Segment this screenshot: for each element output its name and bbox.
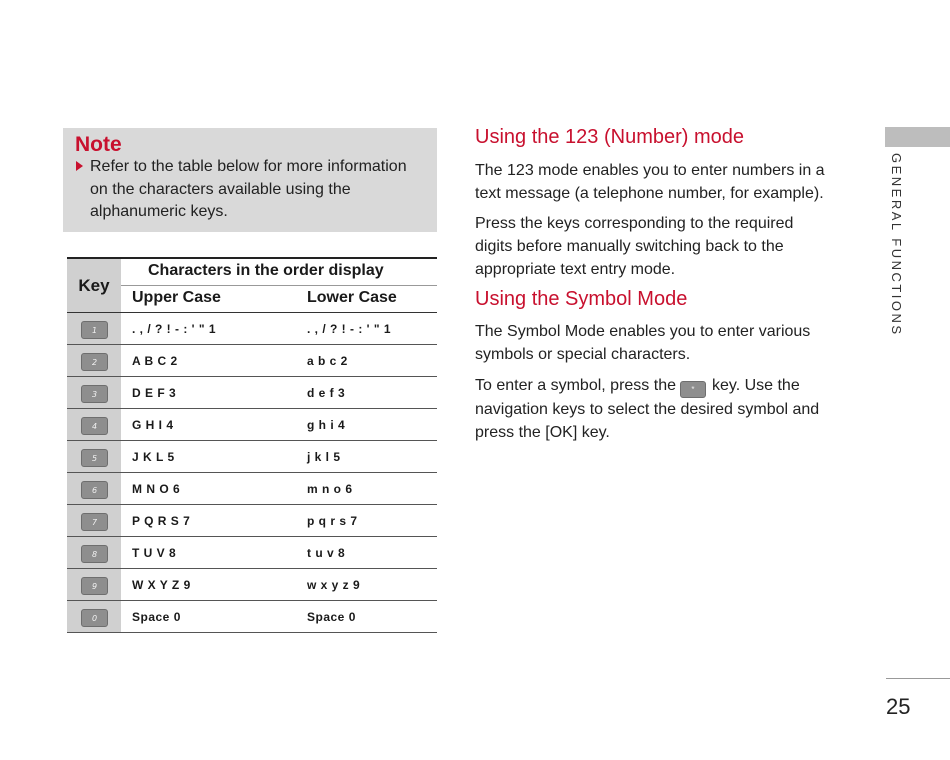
lower-case-chars: g h i 4	[307, 418, 346, 432]
section-label: GENERAL FUNCTIONS	[889, 153, 904, 337]
phone-key-icon: 9	[81, 577, 108, 595]
number-mode-paragraph-2: Press the keys corresponding to the required digits before manually switching back to the appropriate text entry mode.	[475, 215, 794, 278]
characters-header: Characters in the order display	[148, 262, 384, 279]
table-row	[67, 569, 437, 601]
upper-case-chars: . , / ? ! - : ' " 1	[132, 322, 217, 336]
upper-case-header: Upper Case	[132, 289, 221, 306]
phone-key-icon: 1	[81, 321, 108, 339]
triangle-bullet-icon	[76, 161, 83, 171]
phone-key-icon: 7	[81, 513, 108, 531]
key-cell	[67, 345, 121, 377]
table-row	[67, 601, 437, 633]
key-cell	[67, 409, 121, 441]
upper-case-chars: W X Y Z 9	[132, 578, 191, 592]
lower-case-chars: d e f 3	[307, 386, 346, 400]
note-title: Note	[75, 133, 122, 156]
symbol-mode-paragraph-2	[475, 374, 835, 444]
table-row	[67, 377, 437, 409]
key-cell	[67, 505, 121, 537]
phone-key-icon: 3	[81, 385, 108, 403]
table-row	[67, 409, 437, 441]
number-mode-paragraph-1: The 123 mode enables you to enter numbers in a text message (a telephone number, for example).	[475, 162, 825, 202]
phone-key-icon: 6	[81, 481, 108, 499]
lower-case-chars: m n o 6	[307, 482, 353, 496]
phone-key-icon: 0	[81, 609, 108, 627]
lower-case-chars: Space 0	[307, 610, 356, 624]
key-cell	[67, 601, 121, 633]
key-cell	[67, 377, 121, 409]
table-row	[67, 473, 437, 505]
upper-case-chars: Space 0	[132, 610, 181, 624]
key-cell	[67, 313, 121, 345]
table-row	[67, 537, 437, 569]
table-top-rule	[67, 257, 437, 259]
phone-key-icon: 8	[81, 545, 108, 563]
phone-key-icon: 5	[81, 449, 108, 467]
lower-case-chars: w x y z 9	[307, 578, 361, 592]
key-cell	[67, 441, 121, 473]
page-number-rule	[886, 678, 950, 679]
header-divider	[121, 285, 437, 286]
lower-case-header: Lower Case	[307, 289, 397, 306]
upper-case-chars: P Q R S 7	[132, 514, 191, 528]
section-tab	[885, 127, 950, 147]
lower-case-chars: j k l 5	[307, 450, 341, 464]
table-row	[67, 505, 437, 537]
upper-case-chars: D E F 3	[132, 386, 177, 400]
phone-key-icon: 4	[81, 417, 108, 435]
table-row	[67, 313, 437, 345]
table-row	[67, 441, 437, 473]
symbol-mode-heading: Using the Symbol Mode	[475, 288, 688, 310]
page-number: 25	[886, 694, 911, 719]
lower-case-chars: t u v 8	[307, 546, 346, 560]
upper-case-chars: A B C 2	[132, 354, 178, 368]
star-key-icon: *	[680, 381, 706, 398]
lower-case-chars: a b c 2	[307, 354, 348, 368]
lower-case-chars: . , / ? ! - : ' " 1	[307, 322, 392, 336]
upper-case-chars: M N O 6	[132, 482, 181, 496]
key-column-header: Key	[67, 259, 121, 312]
upper-case-chars: G H I 4	[132, 418, 174, 432]
symbol-instruction-start: To enter a symbol, press the	[475, 377, 676, 394]
key-cell	[67, 569, 121, 601]
symbol-instruction-end: key. Use the navigation keys to select the desired symbol and press the [OK] key.	[475, 377, 820, 441]
key-cell	[67, 537, 121, 569]
table-row	[67, 345, 437, 377]
phone-key-icon: 2	[81, 353, 108, 371]
number-mode-heading: Using the 123 (Number) mode	[475, 126, 745, 148]
note-text: Refer to the table below for more information on the characters available using the alphanumeric keys.	[90, 158, 407, 220]
row-divider	[67, 632, 437, 633]
upper-case-chars: T U V 8	[132, 546, 177, 560]
key-cell	[67, 473, 121, 505]
symbol-mode-paragraph-1: The Symbol Mode enables you to enter various symbols or special characters.	[475, 323, 811, 363]
upper-case-chars: J K L 5	[132, 450, 175, 464]
lower-case-chars: p q r s 7	[307, 514, 358, 528]
note-box	[63, 128, 437, 232]
